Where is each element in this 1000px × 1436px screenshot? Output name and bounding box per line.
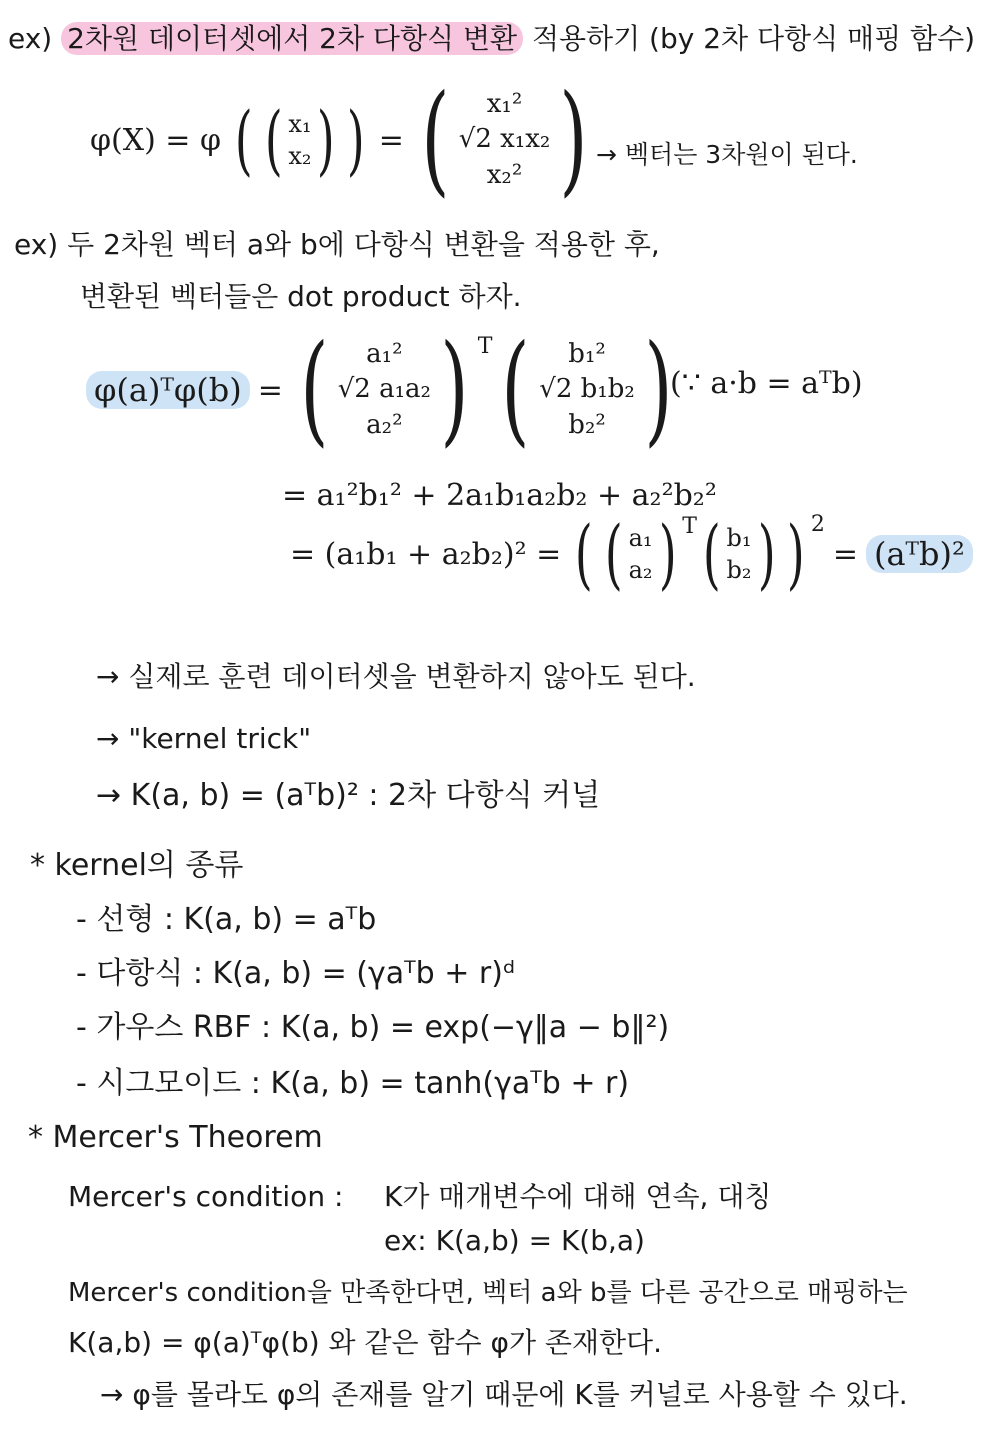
paren-close: )	[347, 95, 365, 184]
ex1-title	[8, 22, 975, 56]
x-vector-entry: x₁	[288, 109, 312, 138]
equals-sign: =	[257, 372, 283, 408]
equals-sign: =	[378, 122, 404, 158]
ex2-since: (∵ a·b = aᵀb)	[670, 366, 863, 401]
paren-open: (	[604, 509, 623, 598]
kernel-linear: - 선형 : K(a, b) = aᵀb	[76, 902, 377, 937]
b-small-entry: b₁	[726, 523, 752, 552]
x-vector	[288, 108, 311, 173]
ex2-step-3-left: = (a₁b₁ + a₂b₂)² =	[290, 536, 562, 572]
phi-vector-entry: x₂²	[486, 159, 523, 190]
paren-close: )	[317, 95, 336, 184]
mercer-heading: * Mercer's Theorem	[28, 1120, 323, 1155]
ex1-rest: 적용하기 (by 2차 다항식 매핑 함수)	[531, 22, 976, 55]
paren-close: )	[644, 320, 673, 459]
paren-close: )	[658, 509, 677, 598]
b-vector-entry: b₁²	[568, 339, 606, 370]
phi-vector-entry: x₁²	[486, 89, 523, 120]
ex1-prefix: ex)	[8, 22, 53, 55]
kernel-rbf: - 가우스 RBF : K(a, b) = exp(−γ‖a − b‖²)	[76, 1010, 670, 1045]
kernel-sigmoid: - 시그모이드 : K(a, b) = tanh(γaᵀb + r)	[76, 1066, 630, 1101]
note-2: → "kernel trick"	[96, 722, 312, 755]
b-vector-entry: b₂²	[568, 409, 606, 440]
mercer-line-b: K(a,b) = φ(a)ᵀφ(b) 와 같은 함수 φ가 존재한다.	[68, 1326, 662, 1359]
a-vector	[338, 337, 431, 442]
paren-close: )	[757, 509, 776, 598]
phi-vector-entry: √2 x₁x₂	[458, 124, 551, 155]
mercer-cond-1: K가 매개변수에 대해 연속, 대칭	[384, 1180, 772, 1213]
a-small-vector	[629, 522, 653, 587]
paren-open: (	[501, 320, 530, 459]
note-1: → 실제로 훈련 데이터셋을 변환하지 않아도 된다.	[96, 660, 696, 693]
mercer-line-c: → φ를 몰라도 φ의 존재를 알기 때문에 K를 커널로 사용할 수 있다.	[100, 1378, 908, 1411]
ex1-highlight: 2차원 데이터셋에서 2차 다항식 변환	[61, 22, 523, 55]
a-vector-entry: a₁²	[366, 339, 403, 370]
paren-open: (	[575, 509, 594, 598]
phi-vector	[459, 87, 551, 192]
ex1-formula	[82, 70, 597, 209]
a-small-entry: a₁	[628, 523, 653, 552]
b-vector-entry: √2 b₁b₂	[539, 374, 635, 405]
b-small-vector	[727, 522, 752, 587]
ex2-lhs: φ(a)ᵀφ(b)	[86, 371, 250, 409]
paren-open: (	[264, 95, 283, 184]
mercer-cond-2: ex: K(a,b) = K(b,a)	[384, 1224, 645, 1257]
paren-close: )	[440, 320, 469, 459]
ex2-step-3	[282, 509, 973, 598]
mercer-line-a: Mercer's condition을 만족한다면, 벡터 a와 b를 다른 공간으로 매핑하는	[68, 1278, 908, 1308]
x-vector-entry: x₂	[288, 142, 312, 170]
ex2-result: (aᵀb)²	[866, 535, 973, 573]
a-small-entry: a₂	[628, 556, 653, 584]
ex1-note: → 벡터는 3차원이 된다.	[596, 140, 858, 169]
transpose-mark: T	[682, 513, 697, 539]
paren-open: (	[421, 70, 450, 209]
b-vector	[539, 337, 635, 442]
paren-close: )	[787, 509, 805, 598]
note-3: → K(a, b) = (aᵀb)² : 2차 다항식 커널	[96, 778, 601, 813]
paren-open: (	[234, 95, 253, 184]
paren-open: (	[300, 320, 329, 459]
kernel-polynomial: - 다항식 : K(a, b) = (γaᵀb + r)ᵈ	[76, 956, 516, 991]
a-vector-entry: √2 a₁a₂	[337, 374, 431, 405]
paren-open: (	[702, 509, 721, 598]
equals-sign: =	[832, 536, 858, 572]
ex1-lhs: φ(X) = φ	[90, 122, 221, 158]
transpose-mark: T	[477, 333, 493, 359]
ex2-formula	[86, 320, 682, 459]
square-mark: 2	[810, 511, 825, 537]
ex2-line-1: ex) 두 2차원 벡터 a와 b에 다항식 변환을 적용한 후,	[14, 228, 660, 261]
kernels-heading: * kernel의 종류	[30, 848, 244, 883]
a-vector-entry: a₂²	[366, 409, 403, 440]
ex2-line-2: 변환된 벡터들은 dot product 하자.	[80, 280, 522, 313]
b-small-entry: b₂	[726, 556, 752, 584]
paren-close: )	[559, 70, 588, 209]
mercer-cond-label: Mercer's condition :	[68, 1180, 344, 1213]
ex2-step-2: = a₁²b₁² + 2a₁b₁a₂b₂ + a₂²b₂²	[282, 478, 717, 513]
